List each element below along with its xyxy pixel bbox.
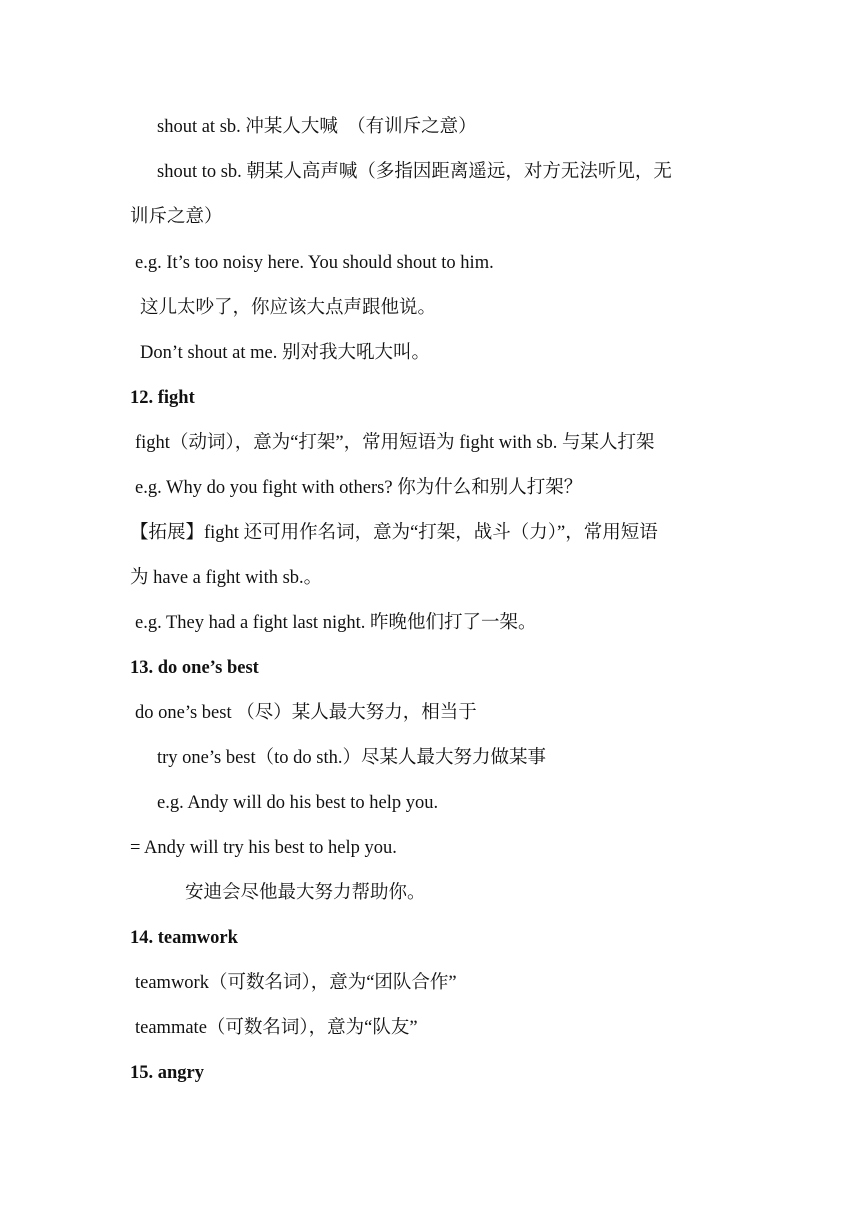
text-line-example-had-fight: e.g. They had a fight last night. 昨晚他们打了一架。	[135, 613, 537, 633]
text-line-extension: 【拓展】fight 还可用作名词，意为“打架，战斗（力）”，常用短语	[130, 523, 658, 543]
text-line-teammate: teammate（可数名词），意为“队友”	[135, 1018, 418, 1038]
section-heading-fight: 12. fight	[130, 388, 195, 408]
text-line-example-fight: e.g. Why do you fight with others? 你为什么和别人打架？	[135, 478, 583, 498]
text-line-do-ones-best: do one’s best （尽）某人最大努力，相当于	[135, 703, 477, 723]
section-heading-do-ones-best: 13. do one’s best	[130, 658, 259, 678]
text-line-andy-translation: 安迪会尽他最大努力帮助你。	[185, 883, 426, 903]
text-line-shout-to-cont: 训斥之意）	[130, 207, 223, 227]
text-line-example-shout: e.g. It’s too noisy here. You should shout to him.	[135, 253, 494, 273]
text-line-shout-at: shout at sb. 冲某人大喊 （有训斥之意）	[157, 117, 477, 137]
text-line-example-translation: 这儿太吵了，你应该大点声跟他说。	[140, 298, 437, 318]
text-line-dont-shout: Don’t shout at me. 别对我大吼大叫。	[140, 343, 430, 363]
section-heading-angry: 15. angry	[130, 1063, 204, 1083]
text-line-teamwork: teamwork（可数名词），意为“团队合作”	[135, 973, 457, 993]
text-line-extension-cont: 为 have a fight with sb.。	[130, 568, 323, 588]
section-heading-teamwork: 14. teamwork	[130, 928, 238, 948]
text-line-try-ones-best: try one’s best（to do sth.）尽某人最大努力做某事	[157, 748, 547, 768]
text-line-example-andy: e.g. Andy will do his best to help you.	[157, 793, 439, 813]
text-line-equivalent-andy: = Andy will try his best to help you.	[130, 838, 397, 858]
text-line-shout-to: shout to sb. 朝某人高声喊（多指因距离遥远，对方无法听见，无	[157, 162, 672, 182]
text-line-fight-verb: fight（动词），意为“打架”，常用短语为 fight with sb. 与某人打架	[135, 433, 655, 453]
